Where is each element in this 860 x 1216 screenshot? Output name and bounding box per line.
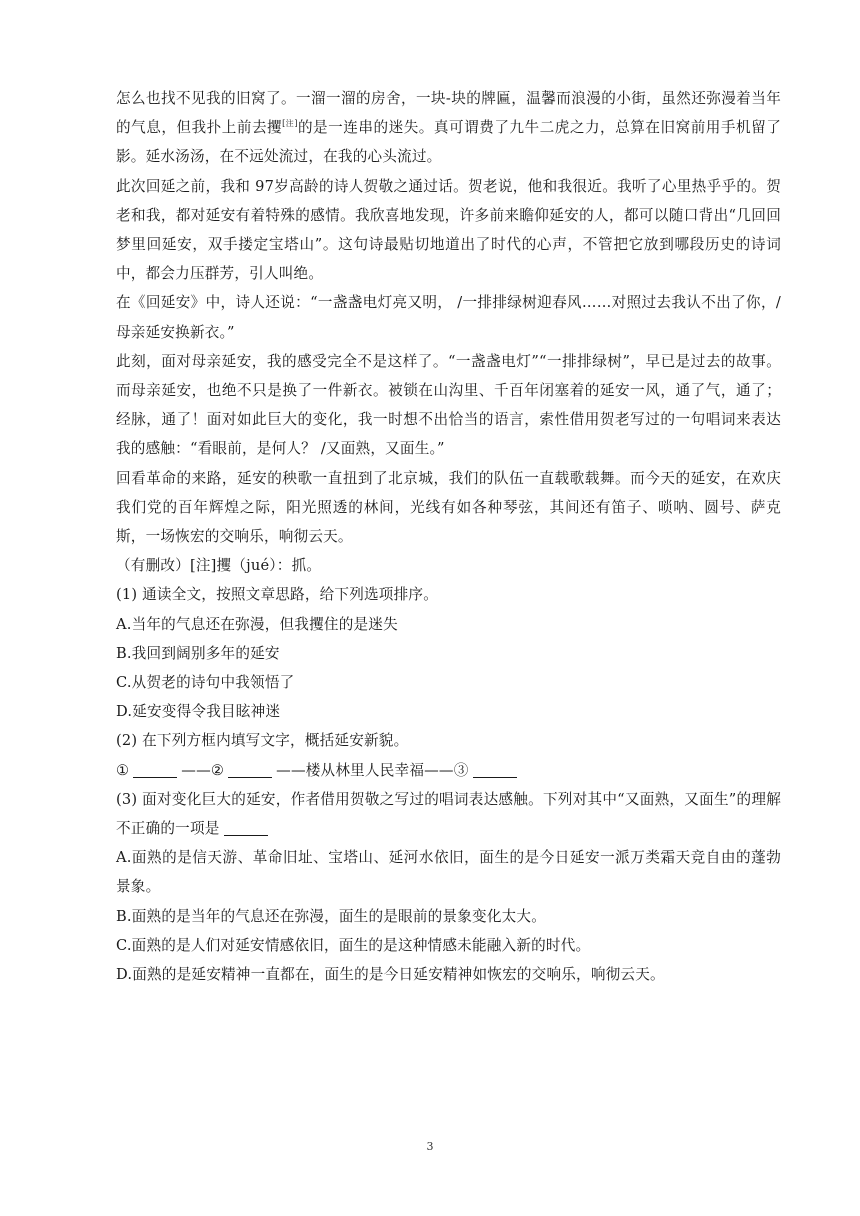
passage-paragraph-3: 在《回延安》中，诗人还说：“一盏盏电灯亮又明， /一排排绿树迎春风……对照过去我认不出了你，/母亲延安换新衣。” (116, 294, 781, 341)
passage-paragraph-2: 此次回延之前，我和 97岁高龄的诗人贺敬之通过话。贺老说，他和我很近。我听了心里热乎乎的。贺老和我，都对延安有着特殊的感情。我欣喜地发现，许多前来瞻仰延安的人，都可以随口背出“几回回梦里回延安，双手搂定宝塔山”。这句诗最贴切地道出了时代的心声，不管把它放到哪段历史的诗词中，都会力压群芳，引人叫绝。 (116, 177, 781, 283)
answer-blank-3[interactable] (473, 761, 517, 778)
answer-blank-4[interactable] (224, 819, 268, 836)
question-1-option-c: C.从贺老的诗句中我领悟了 (116, 674, 295, 692)
question-1-stem: (1) 通读全文，按照文章思路，给下列选项排序。 (116, 586, 438, 604)
question-3-stem-text: (3) 面对变化巨大的延安，作者借用贺敬之写过的唱词表达感触。下列对其中“又面熟，又面生”的理解不正确的一项是 (116, 790, 781, 838)
answer-blank-1[interactable] (133, 761, 177, 778)
footnote-marker: [注] (282, 119, 298, 129)
question-3-option-b: B.面熟的是当年的气息还在弥漫，面生的是眼前的景象变化太大。 (116, 907, 546, 925)
passage-paragraph-1-text-b: 的是一连串的迷失。真可谓费了九牛二虎之力，总算在旧窝前用手机留了影。延水汤汤，在不远处流过，在我的心头流过。 (116, 119, 782, 166)
document-content (116, 84, 781, 989)
page-number: 3 (426, 1140, 434, 1153)
passage-note: （有删改）[注]攫（jué）：抓。 (116, 557, 322, 575)
question-2-circle-1: ① (116, 761, 130, 779)
passage-paragraph-4: 此刻，面对母亲延安，我的感受完全不是这样了。“一盏盏电灯”“一排排绿树”，早已是过去的故事。而母亲延安，也绝不只是换了一件新衣。被锁在山沟里、千百年闭塞着的延安一风，通了气，通了；经脉，通了！面对如此巨大的变化，我一时想不出恰当的语言，索性借用贺老写过的一句唱词来表达我的感触：“看眼前，是何人？ /又面熟，又面生。” (116, 352, 781, 458)
question-3-stem (116, 785, 781, 843)
question-3-option-d: D.面熟的是延安精神一直都在，面生的是今日延安精神如恢宏的交响乐，响彻云天。 (116, 966, 665, 984)
passage-paragraph-1 (116, 84, 781, 172)
question-1-option-b: B.我回到阔别多年的延安 (116, 644, 280, 662)
question-2-fill-line (116, 756, 781, 785)
question-1-option-d: D.延安变得令我目眩神迷 (116, 703, 281, 721)
question-3-option-a: A.面熟的是信天游、革命旧址、宝塔山、延河水依旧，面生的是今日延安一派万类霜天竞自由的蓬勃景象。 (116, 849, 781, 896)
question-3-option-c: C.面熟的是人们对延安情感依旧，面生的是这种情感未能融入新的时代。 (116, 936, 591, 954)
answer-blank-2[interactable] (228, 761, 272, 778)
passage-paragraph-5: 回看革命的来路，延安的秧歌一直扭到了北京城，我们的队伍一直载歌载舞。而今天的延安，在欢庆我们党的百年辉煌之际，阳光照透的林间，光线有如各种琴弦，其间还有笛子、唢呐、圆号、萨克斯，一场恢宏的交响乐，响彻云天。 (116, 469, 781, 546)
question-2-stem: (2) 在下列方框内填写文字，概括延安新貌。 (116, 732, 409, 750)
passage-paragraph-1-text-a: 怎么也找不见我的旧窝了。一溜一溜的房舍，一块-块的牌匾，温馨而浪漫的小街，虽然还弥漫着当年的气息，但我扑上前去攫 (116, 90, 781, 137)
question-2-segment-2: ——楼从林里人民幸福——③ (276, 761, 469, 779)
question-2-segment-1: ——② (181, 761, 225, 779)
question-1-option-a: A.当年的气息还在弥漫，但我攫住的是迷失 (116, 615, 398, 633)
